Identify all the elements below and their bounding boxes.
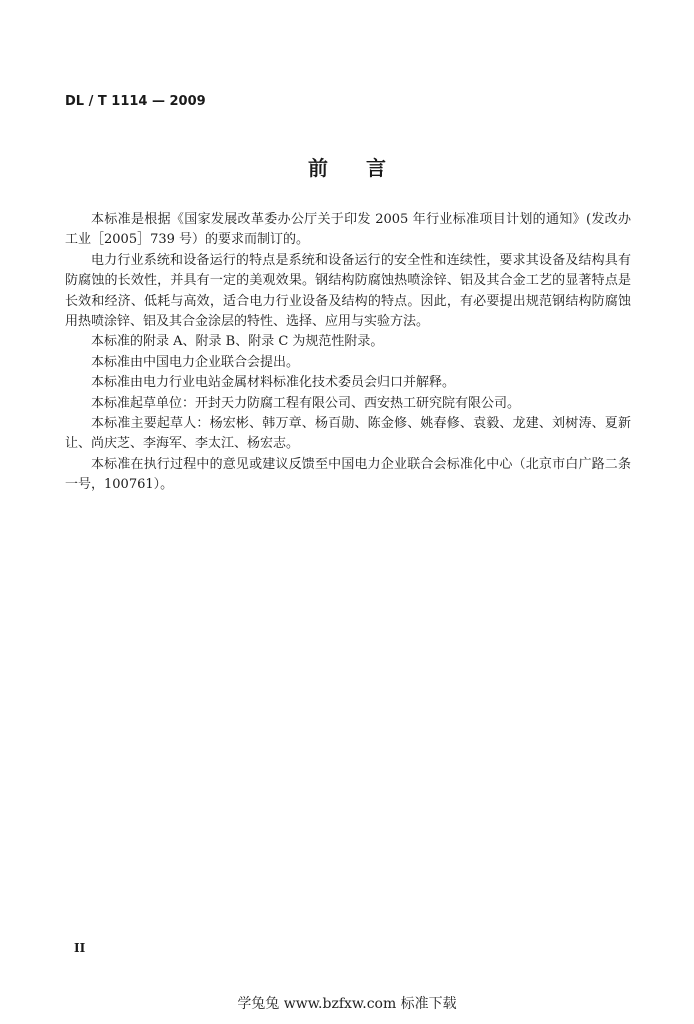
page-number: II [74,941,86,955]
page-title: 前言 [308,156,424,180]
foreword-body [65,210,631,496]
paragraph-proposer: 本标准由中国电力企业联合会提出。 [91,354,300,370]
paragraph-appendices: 本标准的附录 A、附录 B、附录 C 为规范性附录。 [91,334,384,350]
paragraph-feedback: 本标准在执行过程中的意见或建议反馈至中国电力企业联合会标准化中心（北京市白广路二条一号，100761）。 [65,456,631,493]
paragraph-drafters: 本标准主要起草人：杨宏彬、韩万章、杨百勋、陈金修、姚春修、袁毅、龙建、刘树涛、夏新让、尚庆芝、李海军、李太江、杨宏志。 [65,416,631,452]
paragraph-administration: 本标准由电力行业电站金属材料标准化技术委员会归口并解释。 [91,375,456,391]
paragraph-basis: 本标准是根据《国家发展改革委办公厅关于印发 2005 年行业标准项目计划的通知》(发改办工业［2005］739 号）的要求而制订的。 [65,212,631,248]
paragraph-rationale: 电力行业系统和设备运行的特点是系统和设备运行的安全性和连续性，要求其设备及结构具有防腐蚀的长效性，并具有一定的美观效果。钢结构防腐蚀热喷涂锌、铝及其合金工艺的显著特点是长效和经济、低耗与高效，适合电力行业设备及结构的特点。因此，有必要提出规范钢结构防腐蚀用热喷涂锌、铝及其合金涂层的特性、选择、应用与实验方法。 [65,252,631,330]
paragraph-drafting-units: 本标准起草单位：开封天力防腐工程有限公司、西安热工研究院有限公司。 [91,395,521,411]
footer-watermark-text: 学兔兔 www.bzfxw.com 标准下载 [237,996,457,1012]
document-code: DL / T 1114 — 2009 [65,94,206,109]
